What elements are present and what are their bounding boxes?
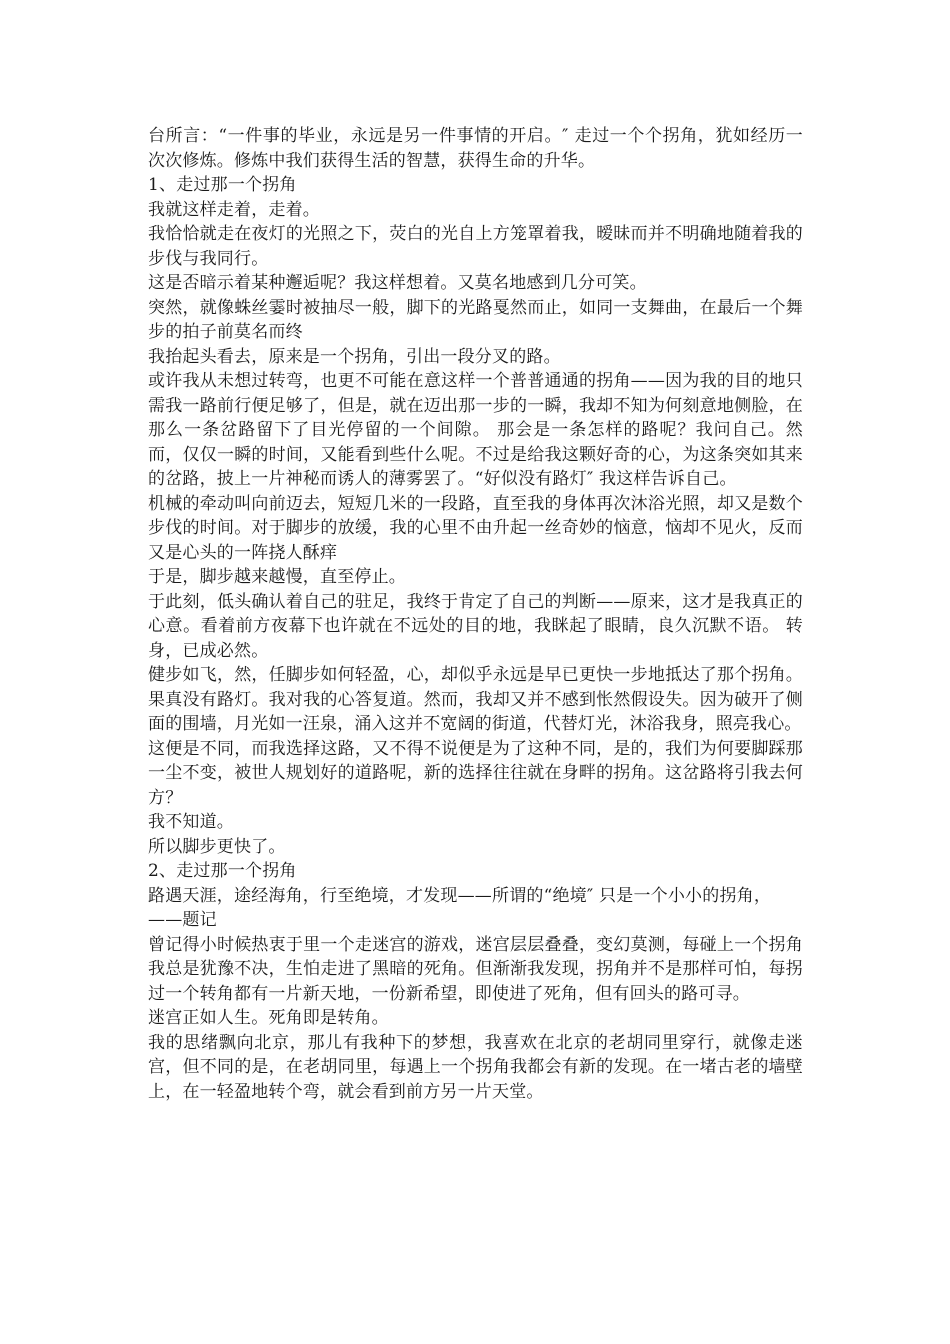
section-heading-2: 2、走过那一个拐角: [148, 861, 297, 881]
paragraph: 我的思绪飘向北京，那儿有我种下的梦想，我喜欢在北京的老胡同里穿行，就像走迷宫，但不同的是，在老胡同里，每遇上一个拐角我都会有新的发现。在一堵古老的墙壁上，在一轻盈地转个弯，就会看到前方另一片天堂。: [148, 1032, 803, 1102]
paragraph: 机械的牵动叫向前迈去，短短几米的一段路，直至我的身体再次沐浴光照，却又是数个步伐的时间。对于脚步的放缓，我的心里不由升起一丝奇妙的恼意，恼却不见火，反而又是心头的一阵挠人酥痒: [148, 493, 803, 563]
paragraph: 我抬起头看去，原来是一个拐角，引出一段分叉的路。: [148, 346, 561, 367]
epigraph-attribution: ——题记: [148, 910, 217, 930]
section-heading-1: 1、走过那一个拐角: [148, 175, 297, 195]
paragraph: 或许我从未想过转弯，也更不可能在意这样一个普普通通的拐角——因为我的目的地只需我一路前行便足够了，但是，就在迈出那一步的一瞬，我却不知为何刻意地侧脸，在那么一条岔路留下了目光停留的一个间隙。 那会是一条怎样的路呢？我问自己。然而，仅仅一瞬的时间，又能看到些什么呢。不过是给我这颗好奇的心，为这条突如其来的岔路，披上一片神秘而诱人的薄雾罢了。“好似没有路灯″ 我这样告诉自己。: [148, 371, 803, 489]
paragraph: 这便是不同，而我选择这路，又不得不说便是为了这种不同，是的，我们为何要脚踩那一尘不变，被世人规划好的道路呢，新的选择往往就在身畔的拐角。这岔路将引我去何方？: [148, 738, 803, 808]
paragraph: 突然，就像蛛丝霎时被抽尽一般，脚下的光路戛然而止，如同一支舞曲，在最后一个舞步的拍子前莫名而终: [148, 297, 803, 342]
paragraph: 健步如飞，然，任脚步如何轻盈，心，却似乎永远是早已更快一步地抵达了那个拐角。 果真没有路灯。我对我的心答复道。然而，我却又并不感到怅然假设失。因为破开了侧面的围墙，月光如一汪泉，涌入这并不宽阔的街道，代替灯光，沐浴我身，照亮我心。: [148, 665, 803, 734]
paragraph: 我恰恰就走在夜灯的光照之下，荧白的光自上方笼罩着我，暧昧而并不明确地随着我的步伐与我同行。: [148, 224, 803, 269]
paragraph: 所以脚步更快了。: [148, 836, 286, 857]
epigraph: 路遇天涯，途经海角，行至绝境，才发现——所谓的“绝境″ 只是一个小小的拐角，: [148, 885, 772, 906]
paragraph: 迷宫正如人生。死角即是转角。: [148, 1008, 389, 1028]
paragraph: 我不知道。: [148, 812, 234, 832]
paragraph: 于是，脚步越来越慢，直至停止。: [148, 567, 406, 587]
paragraph: 我就这样走着，走着。: [148, 199, 320, 220]
paragraph: 曾记得小时候热衷于里一个走迷宫的游戏，迷宫层层叠叠，变幻莫测，每碰上一个拐角我总是犹豫不决，生怕走进了黑暗的死角。但渐渐我发现，拐角并不是那样可怕，每拐过一个转角都有一片新天地，一份新希望，即使进了死角，但有回头的路可寻。: [148, 934, 803, 1004]
document-body: [148, 124, 803, 1104]
paragraph: 这是否暗示着某种邂逅呢？我这样想着。又莫名地感到几分可笑。: [148, 273, 647, 293]
paragraph-opening: 台所言：“一件事的毕业，永远是另一件事情的开启。″ 走过一个个拐角，犹如经历一次次修炼。修炼中我们获得生活的智慧，获得生命的升华。: [148, 126, 803, 171]
paragraph: 于此刻，低头确认着自己的驻足，我终于肯定了自己的判断——原来，这才是我真正的心意。看着前方夜幕下也许就在不远处的目的地，我眯起了眼睛，良久沉默不语。 转身，已成必然。: [148, 591, 803, 661]
